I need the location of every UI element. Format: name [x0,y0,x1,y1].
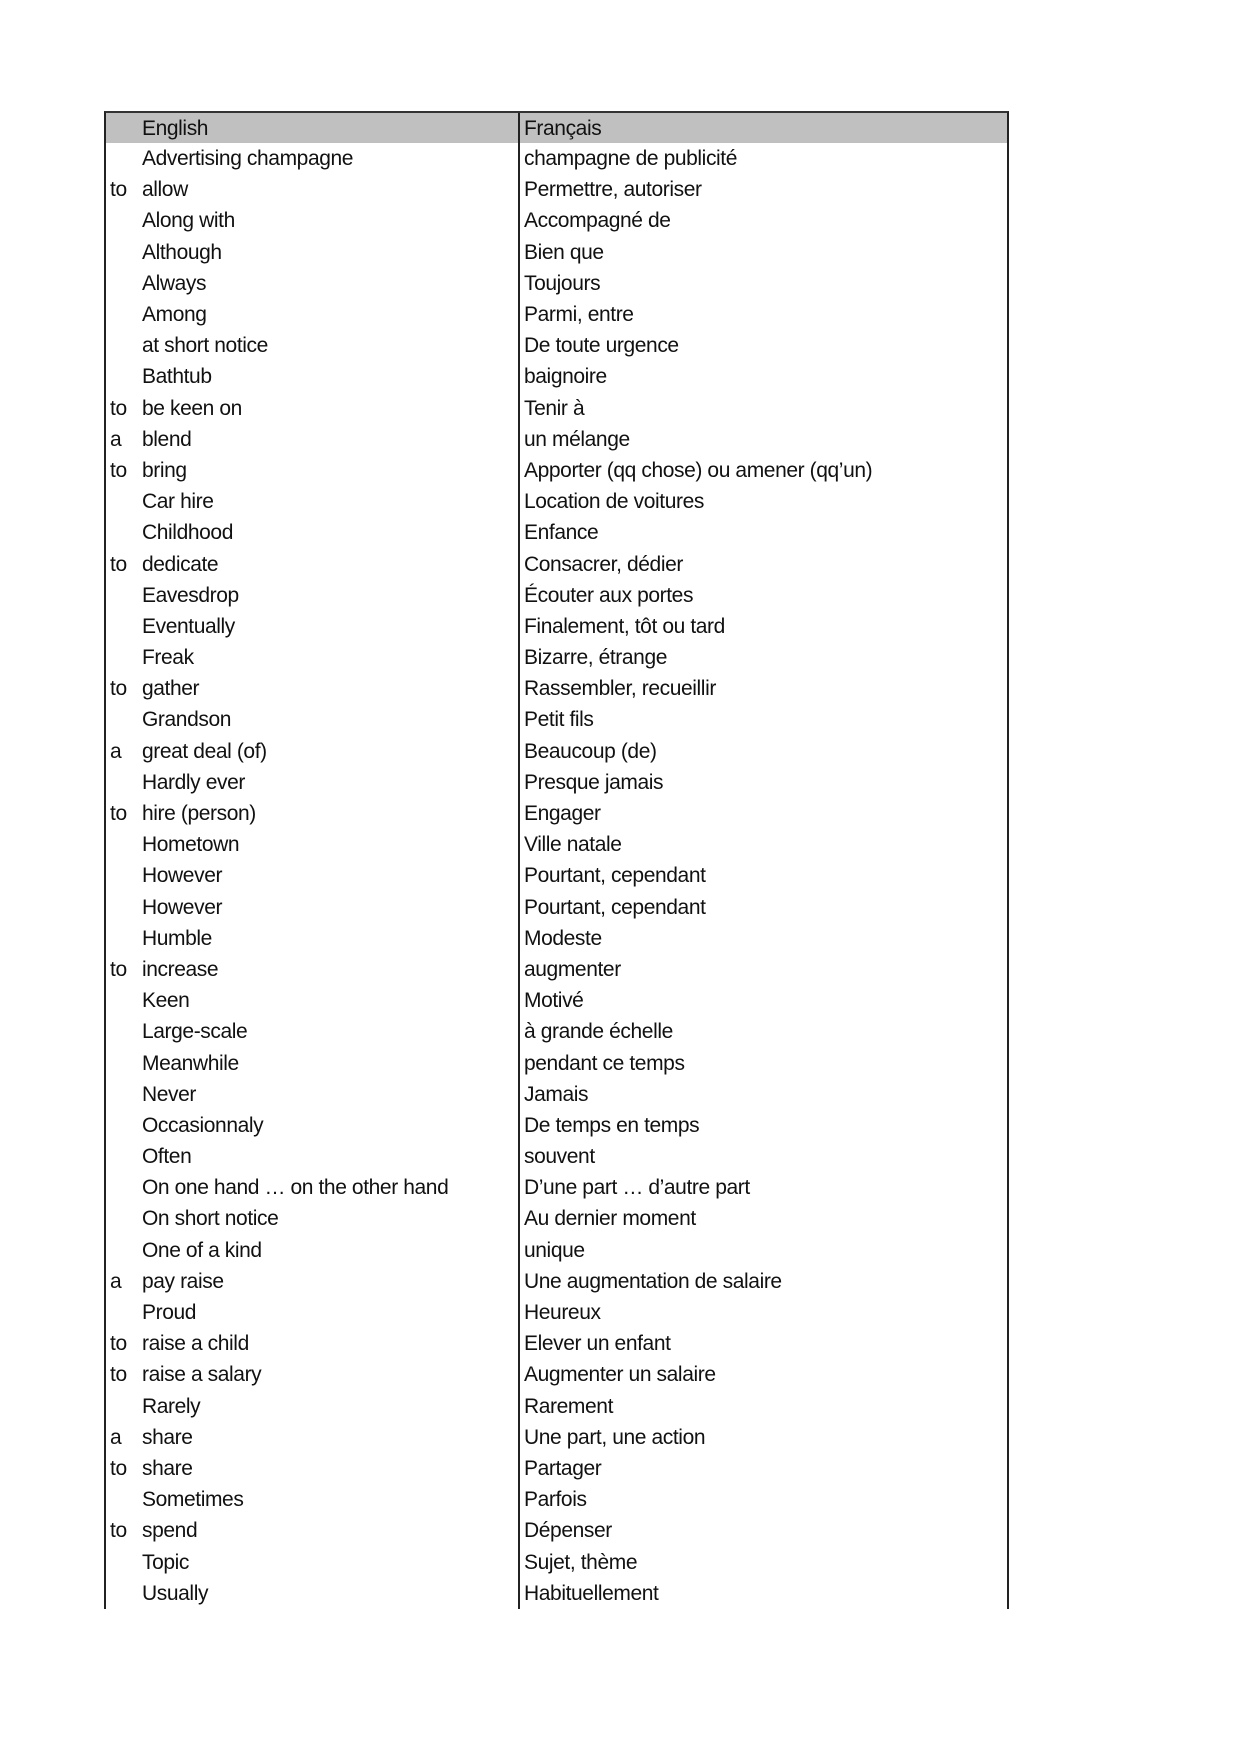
french-cell: Au dernier moment [518,1203,1007,1234]
table-row [106,143,1007,174]
english-cell: Never [142,1082,197,1106]
french-cell: Partager [518,1453,1007,1484]
english-cell: Topic [142,1550,190,1574]
french-cell: Pourtant, cependant [518,860,1007,891]
article-cell: to [110,957,127,981]
table-row [106,1110,1007,1141]
english-cell: Rarely [142,1394,201,1418]
table-header [106,113,1007,143]
french-cell: Presque jamais [518,767,1007,798]
english-cell: However [142,864,223,888]
french-cell: Permettre, autoriser [518,174,1007,205]
table-row [106,330,1007,361]
table-row [106,361,1007,392]
english-cell: Large-scale [142,1020,248,1044]
article-cell: a [110,1269,122,1293]
french-cell: Pourtant, cependant [518,892,1007,923]
table-row [106,393,1007,424]
table-row [106,1328,1007,1359]
table-row [106,237,1007,268]
article-cell: to [110,1363,127,1387]
table-row [106,1515,1007,1546]
english-cell: Often [142,1145,192,1169]
table-row [106,1484,1007,1515]
english-cell: Keen [142,989,190,1013]
table-row [106,954,1007,985]
table-row [106,798,1007,829]
french-cell: Une part, une action [518,1422,1007,1453]
english-cell: bring [142,458,187,482]
french-cell: à grande échelle [518,1016,1007,1047]
table-row [106,517,1007,548]
english-cell: Eventually [142,614,235,638]
english-cell: great deal (of) [142,739,267,763]
article-cell: a [110,1425,122,1449]
french-cell: Jamais [518,1079,1007,1110]
french-cell: Bizarre, étrange [518,642,1007,673]
french-cell: pendant ce temps [518,1047,1007,1078]
french-cell: Consacrer, dédier [518,548,1007,579]
article-cell: to [110,1519,127,1543]
table-row [106,1546,1007,1577]
article-cell: to [110,458,127,482]
table-row [106,1141,1007,1172]
vocabulary-table [104,111,1009,1609]
english-cell: Always [142,271,207,295]
french-cell: Dépenser [518,1515,1007,1546]
french-cell: Bien que [518,237,1007,268]
table-row [106,1297,1007,1328]
article-cell: to [110,178,127,202]
table-row [106,1266,1007,1297]
english-cell: Eavesdrop [142,583,239,607]
table-row [106,268,1007,299]
table-row [106,673,1007,704]
french-cell: De temps en temps [518,1110,1007,1141]
english-cell: be keen on [142,396,242,420]
english-cell: dedicate [142,552,219,576]
article-cell: a [110,427,122,451]
table-row [106,1235,1007,1266]
english-cell: Hometown [142,833,240,857]
table-row [106,892,1007,923]
table-row [106,1172,1007,1203]
header-french: Français [518,113,1007,143]
french-cell: Tenir à [518,393,1007,424]
table-row [106,424,1007,455]
table-row [106,1047,1007,1078]
english-cell: pay raise [142,1269,224,1293]
english-cell: Bathtub [142,365,212,389]
english-cell: Grandson [142,708,232,732]
french-cell: Modeste [518,923,1007,954]
french-cell: Enfance [518,517,1007,548]
french-cell: D’une part … d’autre part [518,1172,1007,1203]
english-cell: at short notice [142,334,268,358]
table-row [106,580,1007,611]
table-row [106,736,1007,767]
english-cell: raise a salary [142,1363,262,1387]
english-cell: Car hire [142,490,214,514]
french-cell: Parfois [518,1484,1007,1515]
french-cell: Heureux [518,1297,1007,1328]
french-cell: De toute urgence [518,330,1007,361]
french-cell: souvent [518,1141,1007,1172]
table-row [106,985,1007,1016]
english-cell: raise a child [142,1332,249,1356]
english-cell: However [142,895,223,919]
english-cell: Sometimes [142,1488,244,1512]
french-cell: Beaucoup (de) [518,736,1007,767]
table-row [106,642,1007,673]
table-row [106,923,1007,954]
table-row [106,486,1007,517]
french-cell: Petit fils [518,704,1007,735]
table-row [106,1453,1007,1484]
french-cell: unique [518,1235,1007,1266]
article-cell: to [110,677,127,701]
english-cell: increase [142,957,219,981]
english-cell: Childhood [142,521,233,545]
english-cell: share [142,1456,193,1480]
table-row [106,1203,1007,1234]
english-cell: Along with [142,209,235,233]
article-cell: to [110,802,127,826]
table-row [106,1578,1007,1609]
french-cell: Accompagné de [518,205,1007,236]
english-cell: Freak [142,646,194,670]
french-cell: Elever un enfant [518,1328,1007,1359]
english-cell: Advertising champagne [142,147,354,171]
french-cell: Parmi, entre [518,299,1007,330]
french-cell: Augmenter un salaire [518,1359,1007,1390]
french-cell: Finalement, tôt ou tard [518,611,1007,642]
table-row [106,1391,1007,1422]
french-cell: un mélange [518,424,1007,455]
table-row [106,548,1007,579]
french-cell: champagne de publicité [518,143,1007,174]
table-row [106,1422,1007,1453]
english-cell: Hardly ever [142,770,245,794]
french-cell: Une augmentation de salaire [518,1266,1007,1297]
article-cell: to [110,396,127,420]
french-cell: Toujours [518,268,1007,299]
article-cell: to [110,1332,127,1356]
article-cell: to [110,552,127,576]
english-cell: On short notice [142,1207,279,1231]
french-cell: Rarement [518,1391,1007,1422]
table-row [106,205,1007,236]
table-row [106,860,1007,891]
french-cell: baignoire [518,361,1007,392]
french-cell: Habituellement [518,1578,1007,1609]
french-cell: Écouter aux portes [518,580,1007,611]
english-cell: Among [142,303,207,327]
french-cell: Sujet, thème [518,1546,1007,1577]
english-cell: On one hand … on the other hand [142,1176,449,1200]
french-cell: augmenter [518,954,1007,985]
table-row [106,174,1007,205]
english-cell: Although [142,240,222,264]
table-row [106,455,1007,486]
header-english: English [142,116,209,140]
french-cell: Apporter (qq chose) ou amener (qq’un) [518,455,1007,486]
english-cell: share [142,1425,193,1449]
article-cell: to [110,1456,127,1480]
english-cell: blend [142,427,192,451]
french-cell: Motivé [518,985,1007,1016]
table-row [106,299,1007,330]
english-cell: Proud [142,1301,197,1325]
french-cell: Engager [518,798,1007,829]
english-cell: One of a kind [142,1238,262,1262]
table-row [106,829,1007,860]
english-cell: Meanwhile [142,1051,239,1075]
table-body [106,143,1007,1609]
french-cell: Rassembler, recueillir [518,673,1007,704]
french-cell: Location de voitures [518,486,1007,517]
table-row [106,611,1007,642]
table-row [106,1016,1007,1047]
english-cell: Usually [142,1581,209,1605]
english-cell: allow [142,178,188,202]
english-cell: Occasionnaly [142,1113,264,1137]
english-cell: gather [142,677,200,701]
table-row [106,704,1007,735]
table-row [106,1079,1007,1110]
english-cell: spend [142,1519,198,1543]
english-cell: hire (person) [142,802,256,826]
table-row [106,767,1007,798]
english-cell: Humble [142,926,212,950]
table-row [106,1359,1007,1390]
article-cell: a [110,739,122,763]
french-cell: Ville natale [518,829,1007,860]
